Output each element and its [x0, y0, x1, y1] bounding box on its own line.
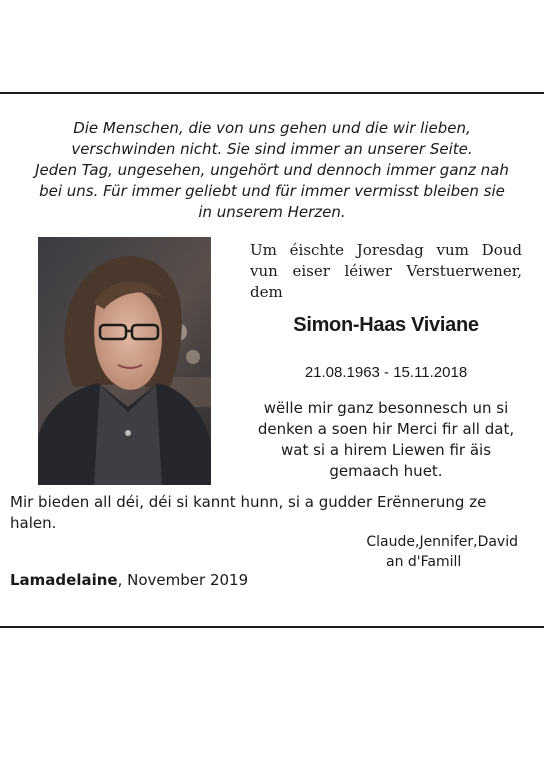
bottom-divider	[0, 626, 544, 628]
thanks-line: wëlle mir ganz besonnesch un si	[263, 399, 509, 417]
thanks-line: wat si a hirem Liewen fir äis	[280, 441, 492, 459]
closing-request	[10, 492, 530, 534]
intro-line: dem	[250, 283, 283, 301]
life-dates: 21.08.1963 - 15.11.2018	[304, 364, 468, 381]
place-town: Lamadelaine	[10, 571, 118, 589]
place-and-date	[10, 571, 248, 589]
signature-family: an d'Famill	[386, 554, 462, 570]
deceased-name: Simon-Haas Viviane	[293, 314, 479, 336]
poem-line: bei uns. Für immer geliebt und für immer vermisst bleiben sie	[39, 182, 505, 200]
thanks-line: gemaach huet.	[329, 462, 443, 480]
closing-line: halen.	[10, 514, 57, 532]
place-date: , November 2019	[117, 571, 249, 589]
intro-line: Um éischte Joresdag vum Doud	[250, 241, 522, 259]
poem-line: verschwinden nicht. Sie sind immer an unserer Seite.	[71, 140, 473, 158]
anniversary-intro	[250, 240, 522, 303]
poem-line: in unserem Herzen.	[198, 203, 346, 221]
portrait-photo	[38, 237, 211, 485]
signature-names: Claude,Jennifer,David	[366, 534, 518, 550]
family-signature	[300, 532, 530, 572]
thanks-text	[250, 398, 522, 482]
closing-line: Mir bieden all déi, déi si kannt hunn, si a gudder Erënnerung ze	[10, 493, 487, 511]
thanks-line: denken a soen hir Merci fir all dat,	[257, 420, 515, 438]
poem-line: Jeden Tag, ungesehen, ungehört und dennoch immer ganz nah	[35, 161, 509, 179]
memorial-poem	[0, 118, 544, 223]
poem-line: Die Menschen, die von uns gehen und die wir lieben,	[73, 119, 471, 137]
intro-line: vun eiser léiwer Verstuerwener,	[250, 262, 522, 280]
top-divider	[0, 92, 544, 94]
